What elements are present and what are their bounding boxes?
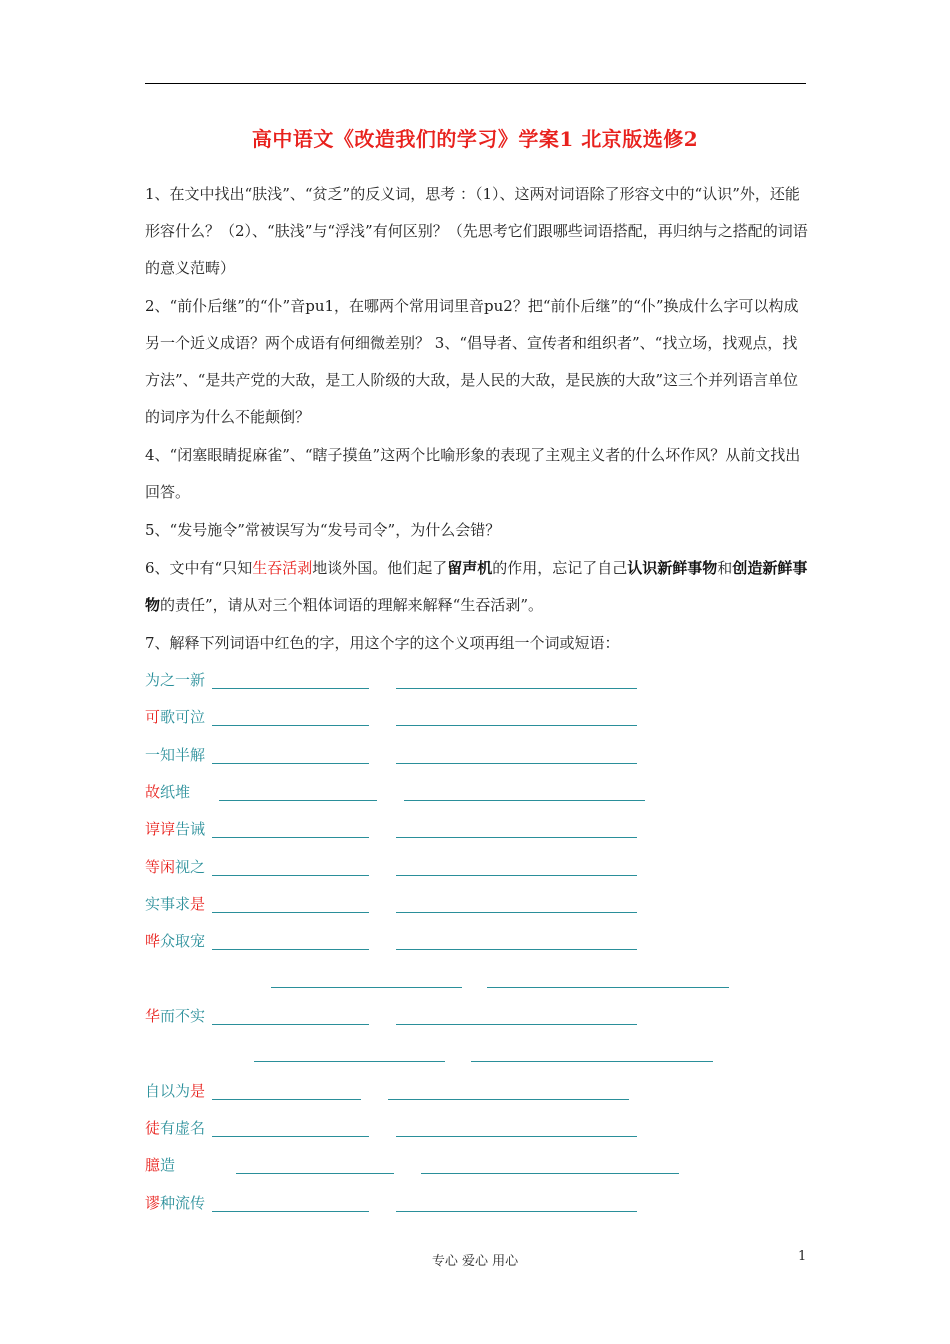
idiom-teal-text: 为之一新 [145, 671, 206, 689]
answer-line-word[interactable] [396, 1211, 637, 1212]
idiom-teal-text: 种流传 [160, 1194, 206, 1212]
idiom-teal-text: 告诫 [175, 820, 206, 838]
q6-bold-chuangzao: 创造新鲜事物 [145, 559, 808, 614]
q6-text-i: 的责任”，请从对三个粗体词语的理解来解释“生吞活剥”。 [160, 596, 544, 614]
idiom-red-char: 可 [145, 708, 161, 726]
idiom-row [145, 855, 205, 879]
answer-line-meaning[interactable] [212, 1211, 369, 1212]
question-4: 4、“闭塞眼睛捉麻雀”、“瞎子摸鱼”这两个比喻形象的表现了主观主义者的什么坏作风？从前文找出回答。 [145, 446, 801, 501]
idiom-teal-text: 有虚名 [160, 1119, 206, 1137]
idiom-red-char: 哗 [145, 932, 161, 950]
idiom-row [145, 1004, 205, 1028]
idiom-red-char: 谆谆 [145, 820, 176, 838]
idiom-red-char: 是 [190, 895, 206, 913]
page-title: 高中语文《改造我们的学习》学案1 北京版选修2 [251, 127, 699, 151]
question-7: 7、解释下列词语中红色的字，用这个字的这个义项再组一个词或短语： [145, 634, 620, 652]
answer-line-word[interactable] [471, 1061, 713, 1062]
answer-line-meaning[interactable] [254, 1061, 445, 1062]
answer-line-meaning[interactable] [212, 912, 369, 913]
answer-line-word[interactable] [396, 763, 637, 764]
question-5: 5、“发号施令”常被误写为“发号司令”，为什么会错？ [145, 521, 501, 539]
page-footer: 专心 爱心 用心 [431, 1254, 519, 1269]
idiom-red-char: 故 [145, 783, 161, 801]
idiom-red-char: 是 [190, 1082, 206, 1100]
question-1: 1、在文中找出“肤浅”、“贫乏”的反义词，思考 ：（1）、这两对词语除了形容文中的“认识”外，还能形容什么？（2）、“肤浅”与“浮浅”有何区别？（先思考它们跟哪些词语搭配，再归纳与之搭配的词语的意义范畴） [145, 185, 808, 277]
answer-line-meaning[interactable] [212, 1136, 369, 1137]
idiom-teal-text: 众取宠 [160, 932, 206, 950]
answer-line-word[interactable] [388, 1099, 629, 1100]
idiom-teal-text: 而不实 [160, 1007, 206, 1025]
question-6 [145, 550, 810, 624]
idiom-teal-text: 视之 [175, 858, 206, 876]
answer-line-meaning[interactable] [236, 1173, 394, 1174]
answer-line-word[interactable] [396, 912, 637, 913]
question-2-3: 2、“前仆后继”的“仆”音pu1，在哪两个常用词里音pu2？把“前仆后继”的“仆”换成什么字可以构成另一个近义成语？两个成语有何细微差别？ 3、“倡导者、宣传者和组织者”、“找立场，找观点，找方法”、“是共产党的大敌，是工人阶级的大敌，是人民的大敌，是民族的大敌”这三个并列语言单位的词序为什么不能颠倒？ [145, 297, 799, 426]
answer-line-word[interactable] [396, 949, 637, 950]
answer-line-meaning[interactable] [219, 800, 377, 801]
q6-text-c: 地谈外国。他们起了 [312, 559, 448, 577]
answer-line-meaning[interactable] [212, 949, 369, 950]
idiom-row [145, 705, 205, 729]
answer-line-word[interactable] [396, 725, 637, 726]
answer-line-word[interactable] [396, 1136, 637, 1137]
q6-text-e: 的作用，忘记了自己 [492, 559, 628, 577]
answer-line-meaning[interactable] [212, 1024, 369, 1025]
idiom-row [145, 1116, 205, 1140]
idiom-red-char: 谬 [145, 1194, 161, 1212]
answer-line-word[interactable] [487, 987, 729, 988]
idiom-teal-text: 自以为 [145, 1082, 191, 1100]
idiom-row [145, 780, 190, 804]
idiom-row [145, 668, 205, 692]
answer-line-meaning[interactable] [212, 1099, 361, 1100]
idiom-row [145, 1153, 175, 1177]
answer-line-meaning[interactable] [212, 763, 369, 764]
answer-line-meaning[interactable] [212, 875, 369, 876]
header-rule [145, 83, 806, 84]
answer-line-meaning[interactable] [212, 688, 369, 689]
answer-line-word[interactable] [396, 837, 637, 838]
idiom-teal-text: 纸堆 [160, 783, 191, 801]
idiom-red-char: 徒 [145, 1119, 161, 1137]
idiom-red-char: 等闲 [145, 858, 176, 876]
answer-line-meaning[interactable] [271, 987, 462, 988]
idiom-row [145, 1191, 205, 1215]
answer-line-meaning[interactable] [212, 725, 369, 726]
idiom-teal-text: 实事求 [145, 895, 191, 913]
answer-line-word[interactable] [421, 1173, 679, 1174]
answer-line-word[interactable] [396, 875, 637, 876]
q6-bold-liushengji: 留声机 [447, 559, 493, 577]
page-number: 1 [798, 1249, 807, 1264]
idiom-row [145, 743, 205, 767]
idiom-teal-text: 歌可泣 [160, 708, 206, 726]
idiom-row [145, 929, 205, 953]
q6-text-g: 和 [717, 559, 733, 577]
answer-line-word[interactable] [396, 1024, 637, 1025]
q6-highlight-shengtunhuobo: 生吞活剥 [252, 559, 313, 577]
idiom-row [145, 1079, 205, 1103]
answer-line-meaning[interactable] [212, 837, 369, 838]
q6-bold-renshi: 认识新鲜事物 [627, 559, 718, 577]
idiom-red-char: 华 [145, 1007, 161, 1025]
idiom-row [145, 892, 205, 916]
answer-line-word[interactable] [404, 800, 645, 801]
q6-text-a: 6、文中有“只知 [145, 559, 253, 577]
idiom-teal-text: 一知半解 [145, 746, 206, 764]
idiom-row [145, 817, 205, 841]
answer-line-word[interactable] [396, 688, 637, 689]
idiom-teal-text: 造 [160, 1156, 176, 1174]
idiom-red-char: 臆 [145, 1156, 161, 1174]
